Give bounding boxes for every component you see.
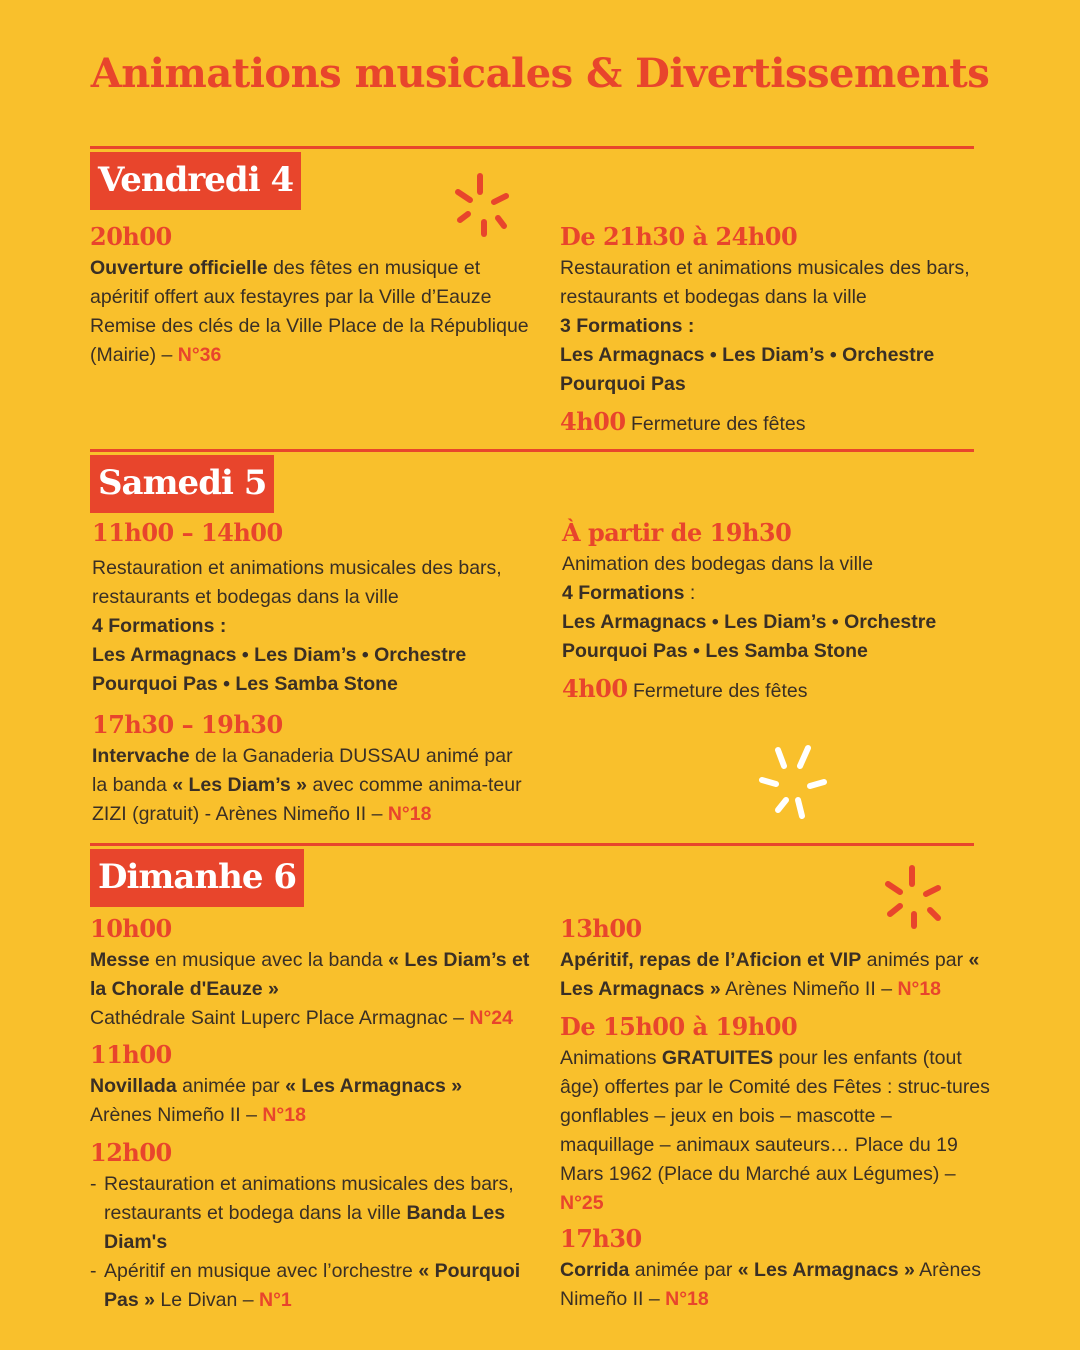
- event-sunday-1100: [90, 1040, 530, 1130]
- formations-heading: 4 Formations :: [92, 615, 227, 637]
- formations-heading: 4 Formations :: [562, 582, 696, 604]
- page-title: Animations musicales & Divertissements: [90, 50, 990, 97]
- event-saturday-1930: [562, 518, 982, 706]
- closing-line: 4h00 Fermeture des fêtes: [560, 407, 806, 436]
- day-label-friday: Vendredi 4: [90, 152, 301, 210]
- sparkle-burst-icon: [758, 742, 828, 822]
- event-time: 17h30 – 19h30: [92, 710, 283, 739]
- event-sunday-1300: [560, 914, 990, 1004]
- event-description: Intervache de la Ganaderia DUSSAU animé par la banda « Les Diam’s » avec comme anima-teur ZIZI (gratuit) - Arènes Nimeño II – N°18: [92, 745, 522, 825]
- event-description: Restauration et animations musicales des bars, restaurants et bodegas dans la ville: [560, 257, 970, 308]
- bands-list: Les Armagnacs • Les Diam’s • Orchestre Pourquoi Pas • Les Samba Stone: [562, 611, 937, 662]
- event-time: De 21h30 à 24h00: [560, 222, 798, 251]
- event-description: Ouverture officielle des fêtes en musique et apéritif offert aux festayres par la Ville d’Eauze Remise des clés de la Ville Place de la République (Mairie) – N°36: [90, 257, 529, 366]
- event-sunday-1500: [560, 1012, 990, 1218]
- event-time: 13h00: [560, 914, 642, 943]
- location-number: N°18: [897, 978, 942, 1000]
- day-label-saturday: Samedi 5: [90, 455, 274, 513]
- event-location: Cathédrale Saint Luperc Place Armagnac – N°24: [90, 1007, 513, 1029]
- event-time: 17h30: [560, 1224, 642, 1253]
- event-sunday-1000: [90, 914, 530, 1033]
- location-number: N°18: [665, 1288, 709, 1310]
- event-friday-2130: [560, 222, 990, 439]
- event-time: 20h00: [90, 222, 172, 251]
- location-number: N°25: [560, 1192, 604, 1214]
- event-time: À partir de 19h30: [562, 518, 792, 547]
- event-time: 10h00: [90, 914, 172, 943]
- list-item: - Apéritif en musique avec l’orchestre « Pourquoi Pas » Le Divan – N°1: [90, 1260, 521, 1311]
- event-description: Apéritif, repas de l’Aficion et VIP animés par « Les Armagnacs » Arènes Nimeño II – N°18: [560, 949, 980, 1000]
- event-description: Novillada animée par « Les Armagnacs »: [90, 1075, 463, 1097]
- event-description: Corrida animée par « Les Armagnacs » Arènes Nimeño II – N°18: [560, 1259, 981, 1310]
- bands-list: Les Armagnacs • Les Diam’s • Orchestre Pourquoi Pas: [560, 344, 935, 395]
- event-time: 12h00: [90, 1138, 172, 1167]
- event-sunday-1730: [560, 1224, 1000, 1314]
- section-divider: [90, 146, 974, 149]
- event-saturday-1100: [92, 518, 532, 699]
- bands-list: Les Armagnacs • Les Diam’s • Orchestre Pourquoi Pas • Les Samba Stone: [92, 644, 467, 695]
- section-divider: [90, 449, 974, 452]
- formations-heading: 3 Formations :: [560, 315, 695, 337]
- event-location: Arènes Nimeño II – N°18: [90, 1104, 306, 1126]
- event-description: Animations GRATUITES pour les enfants (tout âge) offertes par le Comité des Fêtes : struc-tures gonflables – jeux en bois – mascotte – maquillage – animaux sauteurs… Place du 19 Mars 1962 (Place du Marché aux Légumes) – N°25: [560, 1047, 990, 1214]
- event-time: 11h00 – 14h00: [92, 518, 283, 547]
- event-saturday-1730: [92, 710, 532, 829]
- event-time: De 15h00 à 19h00: [560, 1012, 798, 1041]
- location-number: N°18: [387, 803, 432, 825]
- list-item: - Restauration et animations musicales des bars, restaurants et bodega dans la ville Banda Les Diam's: [90, 1173, 514, 1253]
- section-divider: [90, 843, 974, 846]
- location-number: N°1: [259, 1289, 292, 1311]
- event-description: Restauration et animations musicales des bars, restaurants et bodegas dans la ville: [92, 557, 502, 608]
- location-number: N°24: [469, 1007, 513, 1029]
- event-description: Messe en musique avec la banda « Les Diam’s et la Chorale d'Eauze »: [90, 949, 530, 1000]
- location-number: N°18: [262, 1104, 306, 1126]
- closing-line: 4h00 Fermeture des fêtes: [562, 674, 808, 703]
- event-friday-2000: [90, 222, 530, 370]
- event-sunday-1200: [90, 1138, 530, 1315]
- event-description: Animation des bodegas dans la ville: [562, 553, 874, 575]
- day-label-sunday: Dimanhe 6: [90, 849, 304, 907]
- event-time: 11h00: [90, 1040, 172, 1069]
- location-number: N°36: [177, 344, 222, 366]
